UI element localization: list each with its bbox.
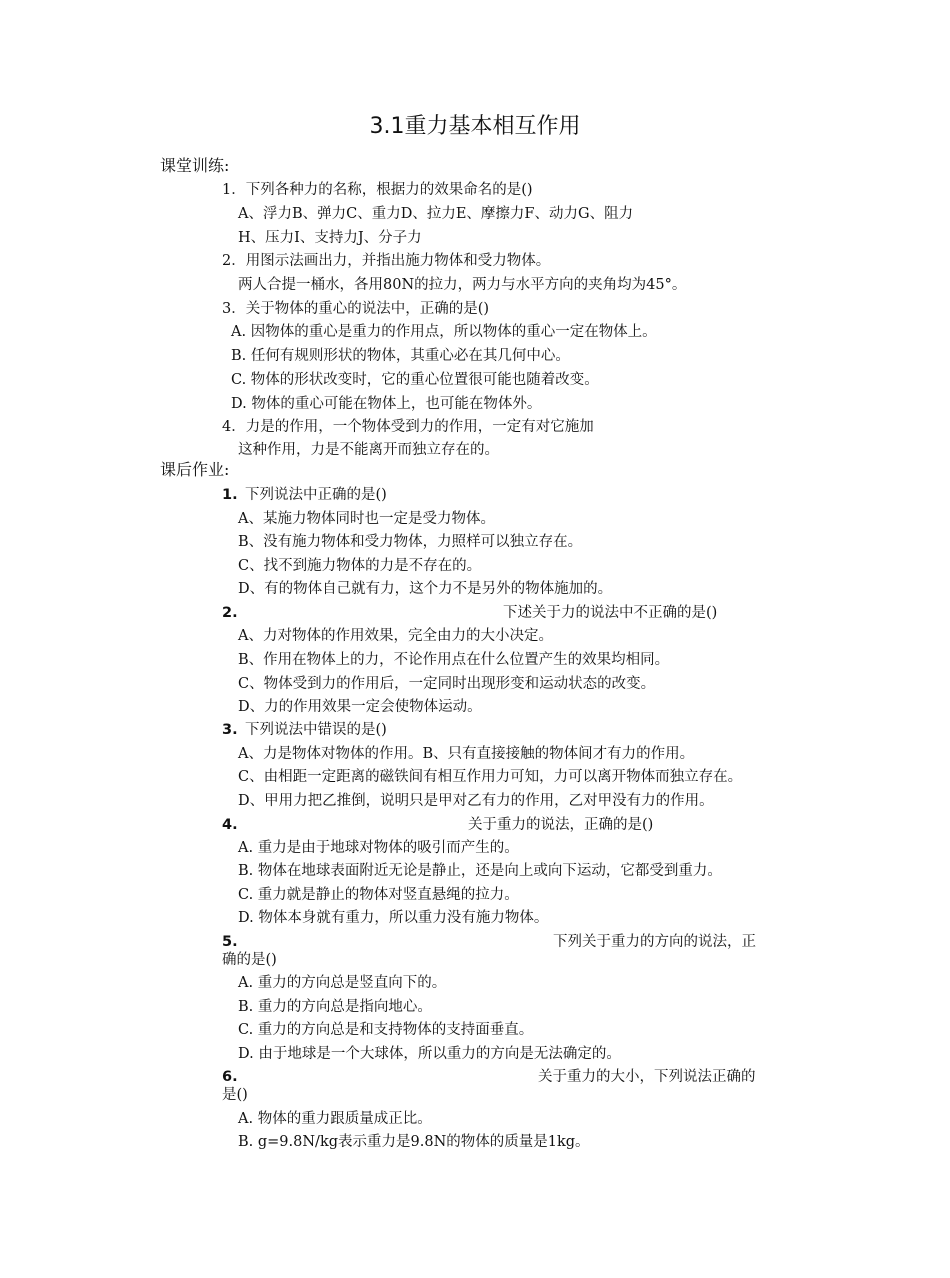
hw-q1-number: 1. [222,487,238,503]
classroom-q3-option-d: D. 物体的重心可能在物体上，也可能在物体外。 [231,396,542,412]
hw-q1-stem: 下列说法中正确的是() [245,487,387,503]
hw-q5-stem-cont: 确的是() [222,952,277,968]
hw-q2-option-a: A、力对物体的作用效果，完全由力的大小决定。 [238,628,553,644]
hw-q6-option-b: B. g=9.8N/kg表示重力是9.8N的物体的质量是1kg。 [238,1134,590,1150]
homework-heading: 课后作业: [160,460,230,479]
hw-q5-option-a: A. 重力的方向总是竖直向下的。 [238,975,447,991]
hw-q5-stem: 下列关于重力的方向的说法，正 [553,934,756,950]
classroom-q3-option-c: C. 物体的形状改变时，它的重心位置很可能也随着改变。 [231,372,599,388]
hw-q3-stem: 下列说法中错误的是() [245,722,387,738]
hw-q4-stem: 关于重力的说法，正确的是() [468,817,654,833]
hw-q6-stem: 关于重力的大小，下列说法正确的 [538,1069,756,1085]
hw-q6-stem-cont: 是() [222,1087,248,1103]
hw-q3-option-d: D、甲用力把乙推倒，说明只是甲对乙有力的作用，乙对甲没有力的作用。 [238,793,714,809]
classroom-q4-cont: 这种作用，力是不能离开而独立存在的。 [238,442,499,458]
hw-q4-number: 4. [222,817,238,833]
hw-q3-option-ab: A、力是物体对物体的作用。B、只有直接接触的物体间才有力的作用。 [238,746,695,762]
hw-q2-number: 2. [222,605,238,621]
page-title: 3.1重力基本相互作用 [369,114,581,139]
classroom-q2-detail: 两人合提一桶水，各用80N的拉力，两力与水平方向的夹角均为45°。 [238,277,687,293]
hw-q5-option-b: B. 重力的方向总是指向地心。 [238,999,432,1015]
hw-q6-number: 6. [222,1069,238,1085]
hw-q2-stem: 下述关于力的说法中不正确的是() [503,605,718,621]
hw-q2-option-d: D、力的作用效果一定会使物体运动。 [238,699,482,715]
hw-q2-option-b: B、作用在物体上的力，不论作用点在什么位置产生的效果均相同。 [238,652,670,668]
hw-q6-option-a: A. 物体的重力跟质量成正比。 [238,1111,432,1127]
hw-q3-number: 3. [222,722,238,738]
classroom-q4-stem: 4．力是的作用，一个物体受到力的作用，一定有对它施加 [222,419,594,435]
hw-q3-option-c: C、由相距一定距离的磁铁间有相互作用力可知，力可以离开物体而独立存在。 [238,769,743,785]
hw-q5-option-d: D. 由于地球是一个大球体，所以重力的方向是无法确定的。 [238,1046,621,1062]
classroom-q3-stem: 3．关于物体的重心的说法中，正确的是() [222,301,490,317]
classroom-heading: 课堂训练: [160,156,230,175]
hw-q1-option-b: B、没有施力物体和受力物体，力照样可以独立存在。 [238,534,583,550]
hw-q4-option-c: C. 重力就是静止的物体对竖直悬绳的拉力。 [238,887,519,903]
classroom-q3-option-a: A. 因物体的重心是重力的作用点，所以物体的重心一定在物体上。 [231,324,657,340]
classroom-q2-stem: 2．用图示法画出力，并指出施力物体和受力物体。 [222,253,551,269]
hw-q1-option-c: C、找不到施力物体的力是不存在的。 [238,558,482,574]
hw-q1-option-a: A、某施力物体同时也一定是受力物体。 [238,511,495,527]
classroom-q3-option-b: B. 任何有规则形状的物体，其重心必在其几何中心。 [231,348,570,364]
classroom-q1-options-1: A、浮力B、弹力C、重力D、拉力E、摩擦力F、动力G、阻力 [238,206,634,222]
classroom-q1-stem: 1．下列各种力的名称，根据力的效果命名的是() [222,182,533,198]
hw-q5-number: 5. [222,934,238,950]
hw-q4-option-d: D. 物体本身就有重力，所以重力没有施力物体。 [238,910,549,926]
classroom-q1-options-2: H、压力I、支持力J、分子力 [238,230,422,246]
hw-q4-option-b: B. 物体在地球表面附近无论是静止，还是向上或向下运动，它都受到重力。 [238,863,722,879]
hw-q5-option-c: C. 重力的方向总是和支持物体的支持面垂直。 [238,1022,534,1038]
hw-q1-option-d: D、有的物体自己就有力，这个力不是另外的物体施加的。 [238,581,613,597]
hw-q2-option-c: C、物体受到力的作用后，一定同时出现形变和运动状态的改变。 [238,676,656,692]
hw-q4-option-a: A. 重力是由于地球对物体的吸引而产生的。 [238,840,519,856]
